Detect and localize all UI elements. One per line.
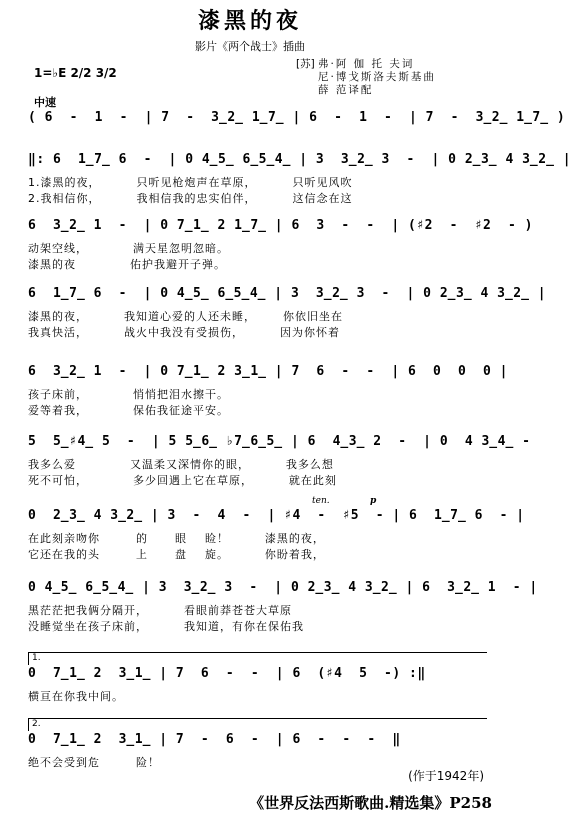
song-subtitle: 影片《两个战士》插曲 [195,40,305,53]
volta-label: 1. [32,653,41,663]
notes-line: 6 3̲2̲ 1 - | 0 7̲1̲ 2 3̲1̲ | 7 6 - - | 6 0 0 0 | [28,364,508,379]
lyric-verse-2: 它还在我的头 上 盘 旋。 你盼着我， [28,548,325,561]
lyric-verse-1: 在此刻亲吻你 的 眼 睑！ 漆黑的夜， [28,532,325,545]
credit-lyricist [296,58,486,71]
notes-line: 5 5̲♯4̲ 5 - | 5 5̲6̲ ♭7̲6̲5̲ | 6 4̲3̲ 2 - | 0 4 3̲4̲ - [28,434,531,449]
lyric-verse-1: 我多么爱 又温柔又深情你的眼， 我多么想 [28,458,334,471]
volta-bracket-1 [28,652,487,665]
notes-line: 0 4̲5̲ 6̲5̲4̲ | 3 3̲2̲ 3 - | 0 2̲3̲ 4 3̲2̲ | 6 3̲2̲ 1 - | [28,580,538,595]
credit-translator [296,84,486,97]
notes-line: 6 1̲7̲ 6 - | 0 4̲5̲ 6̲5̲4̲ | 3 3̲2̲ 3 - | 0 2̲3̲ 4 3̲2̲ | [28,286,547,301]
credit-bracket [296,71,318,84]
lyric-verse-1: 动架空线， 满天星忽明忽暗。 [28,242,229,255]
credit-name: 尼·博戈斯洛夫斯基曲 [318,71,436,83]
volta-bracket-2 [28,718,487,731]
volta-label: 2. [32,719,41,729]
credit-bracket [296,84,318,97]
lyric-verse-1: 黑茫茫把我俩分隔开， 看眼前莽苍苍大草原 [28,604,292,617]
lyric-verse-2: 死不可怕， 多少回遇上它在草原， 就在此刻 [28,474,337,487]
lyric-verse-2: 没睡觉坐在孩子床前， 我知道，有你在保佑我 [28,620,304,633]
credit-name: 薛 范译配 [318,84,374,96]
lyric-verse-2: 我真快活， 战火中我没有受损伤， 因为你怀着 [28,326,340,339]
key-signature: 1=♭E 2/2 3/2 [34,66,117,80]
notes-line: 0 7̲1̲ 2 3̲1̲ | 7 - 6 - | 6 - - - ‖ [28,732,401,747]
credit-composer [296,71,486,84]
credit-name: 弗·阿 伽 托 夫词 [318,58,415,70]
source-book: 《世界反法西斯歌曲.精选集》P258 [249,794,492,812]
tempo-marking: 中速 [34,96,56,109]
notes-line: ‖: 6 1̲7̲ 6 - | 0 4̲5̲ 6̲5̲4̲ | 3 3̲2̲ 3 - | 0 2̲3̲ 4 3̲2̲ | [28,152,571,167]
lyric-verse-1: 孩子床前， 悄悄把泪水擦干。 [28,388,229,401]
dynamic-piano-mark: p [370,496,377,506]
lyric-verse-1: 1.漆黑的夜， 只听见枪炮声在草原， 只听见风吹 [28,176,353,189]
credit-bracket: [苏] [296,58,315,70]
lyric-verse-2: 漆黑的夜 佑护我避开子弹。 [28,258,226,271]
notes-line: 6 3̲2̲ 1 - | 0 7̲1̲ 2 1̲7̲ | 6 3 - - | (♯2 - ♯2 - ) [28,218,533,233]
notes-line: ( 6 - 1 - | 7 - 3̲2̲ 1̲7̲ | 6 - 1 - | 7 - 3̲2̲ 1̲7̲ ) [28,110,566,125]
notes-line: 0 7̲1̲ 2 3̲1̲ | 7 6 - - | 6 (♯4 5 -) :‖ [28,666,426,681]
song-title: 漆黑的夜 [197,9,302,34]
lyric-verse-1: 绝不会受到危 险！ [28,756,160,769]
lyric-verse-2: 爱等着我， 保佑我征途平安。 [28,404,229,417]
lyric-verse-1: 漆黑的夜， 我知道心爱的人还未睡， 你依旧坐在 [28,310,343,323]
lyric-verse-2: 2.我相信你， 我相信我的忠实伯伴， 这信念在这 [28,192,353,205]
composition-year: (作于1942年) [408,769,484,783]
credits [296,58,486,97]
lyric-verse-1: 横亘在你我中间。 [28,690,124,703]
notes-line: 0 2̲3̲ 4 3̲2̲ | 3 - 4 - | ♯4 - ♯5 - | 6 1̲7̲ 6 - | [28,508,525,523]
tenuto-mark: ten. [312,496,330,506]
